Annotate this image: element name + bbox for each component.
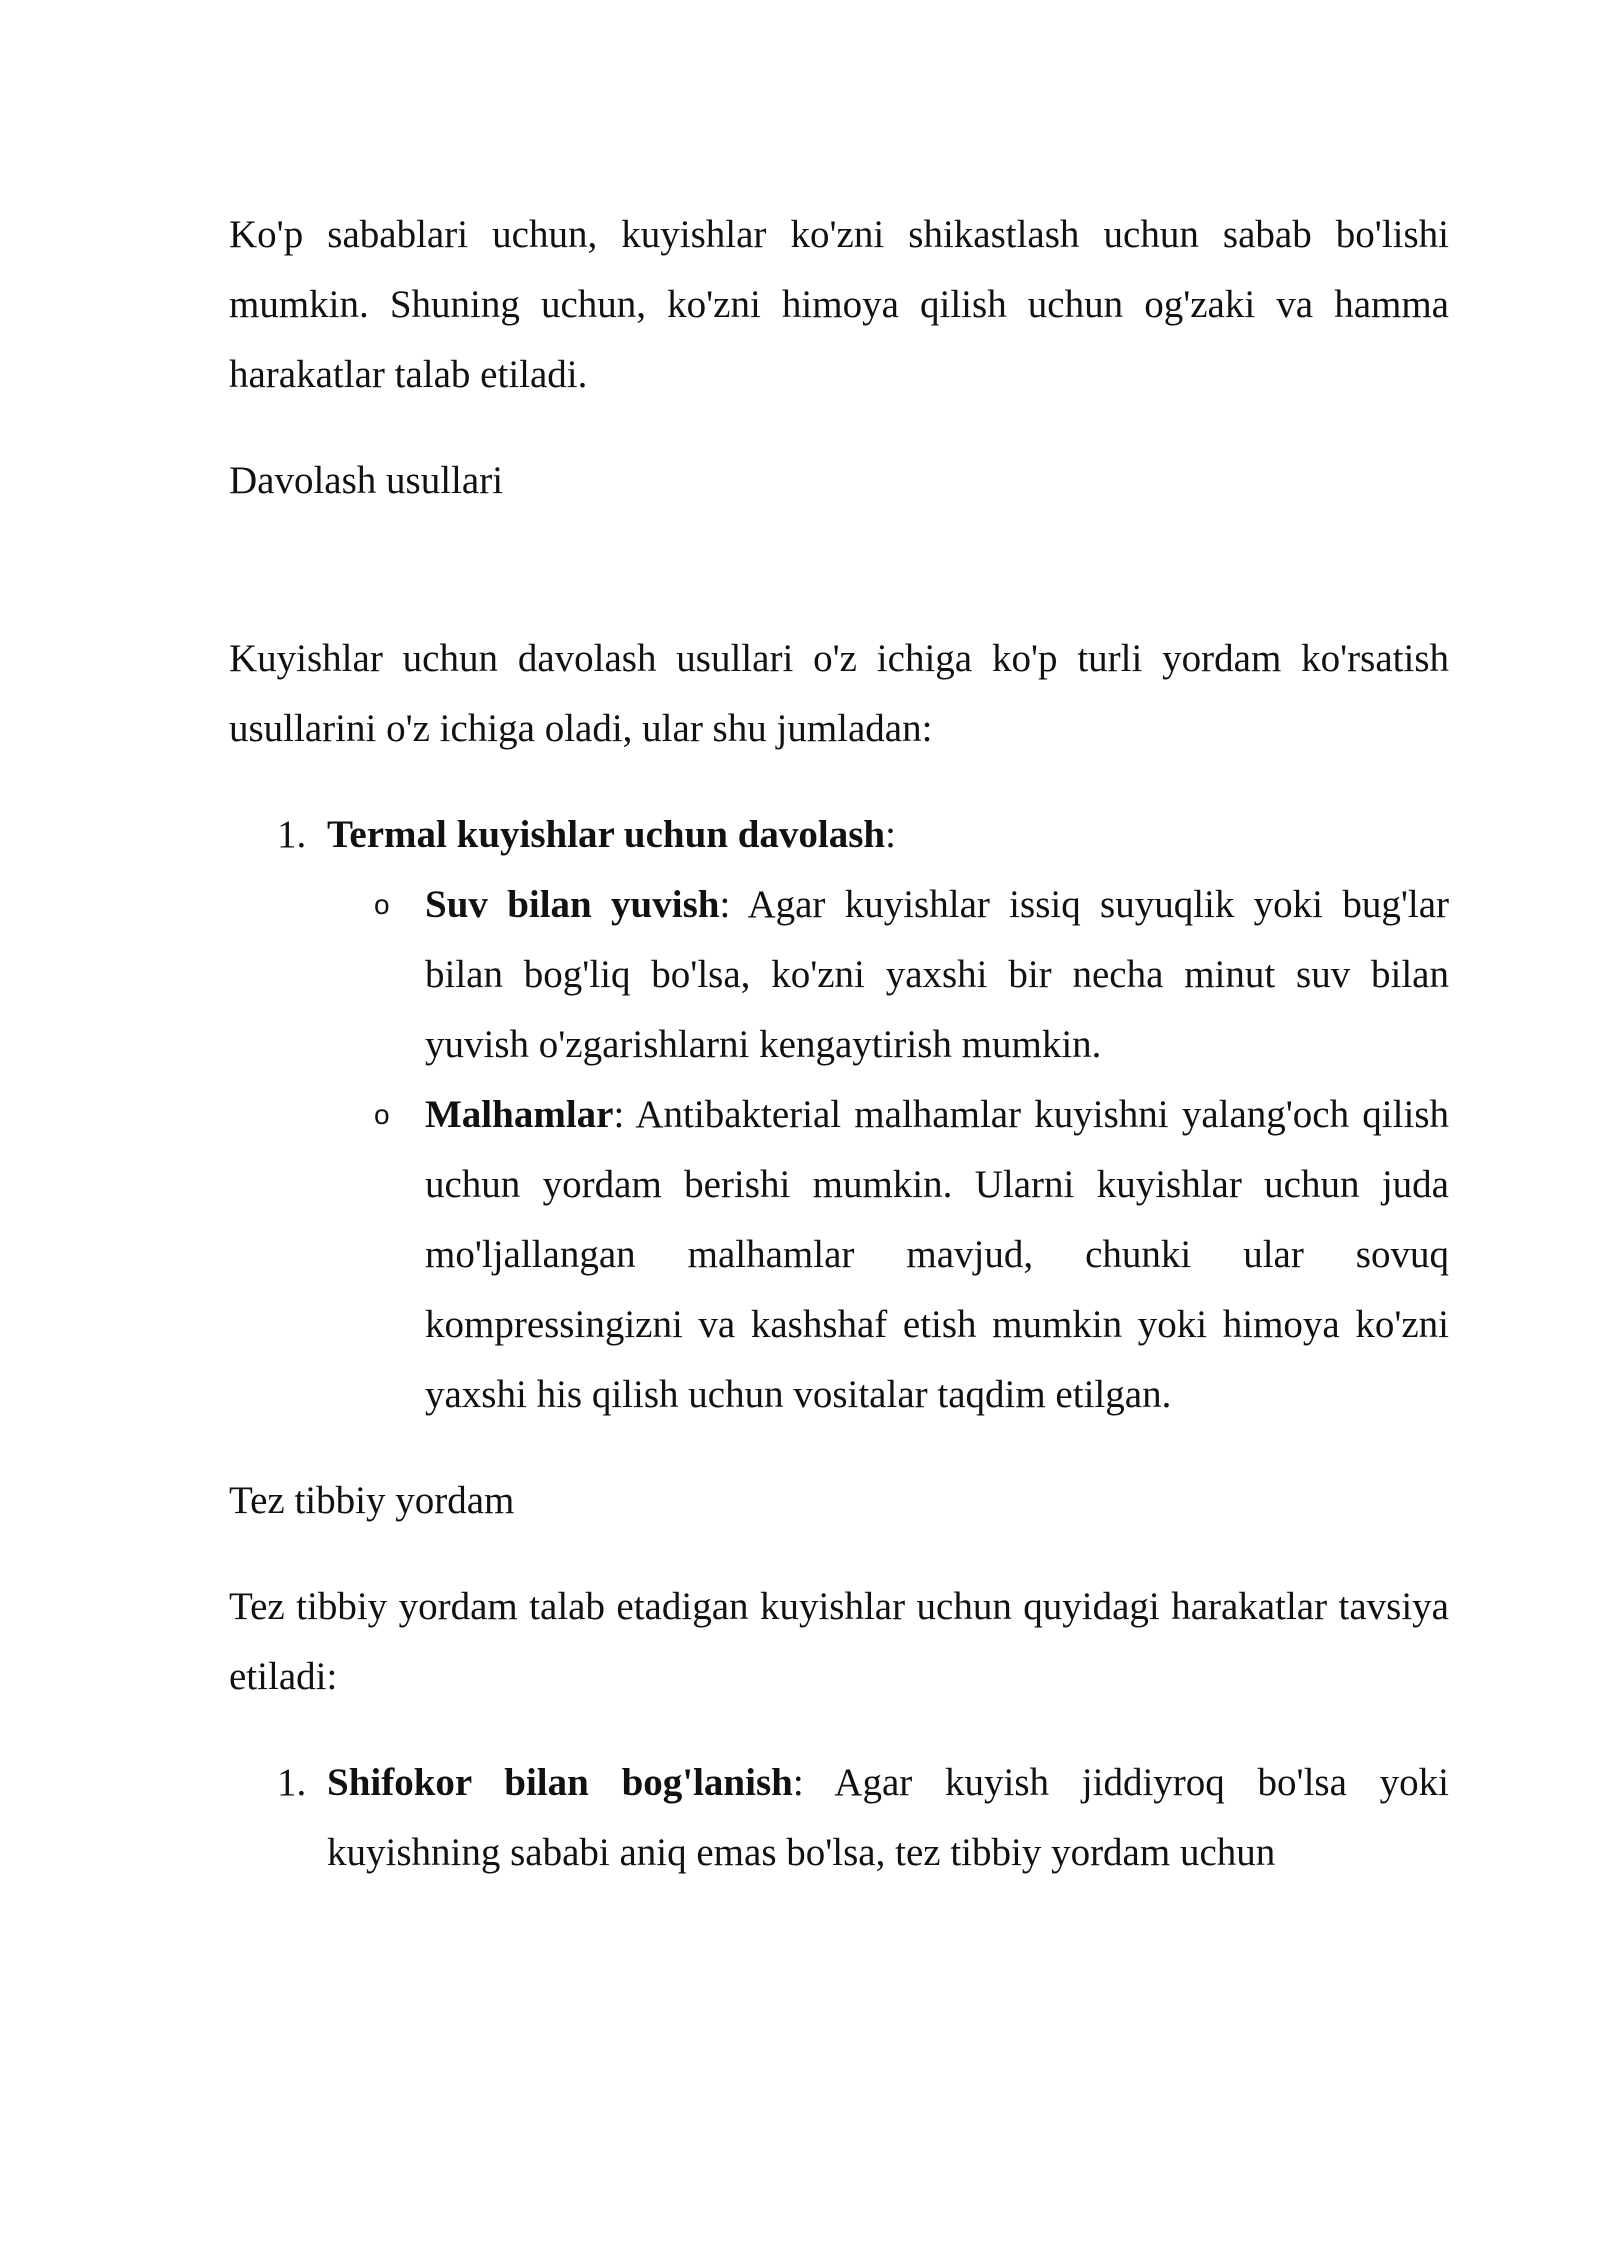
list-item <box>229 1748 1449 1888</box>
intro-paragraph: Ko'p sabablari uchun, kuyishlar ko'zni shikastlash uchun sabab bo'lishi mumkin. Shuning uchun, ko'zni himoya qilish uchun og'zaki va hamma harakatlar talab etiladi. <box>229 213 1449 396</box>
heading-treatment-methods: Davolash usullari <box>229 459 504 502</box>
sub-list-item <box>229 870 1449 1080</box>
sub-item-title: Suv bilan yuvish <box>425 883 720 926</box>
list-item-body <box>327 1748 1449 1888</box>
treatment-list <box>229 800 1449 1430</box>
list-item-title: Shifokor bilan bog'lanish <box>327 1761 793 1804</box>
emergency-list <box>229 1748 1449 1888</box>
sub-item-text: : Antibakterial malhamlar kuyishni yalang'och qilish uchun yordam berishi mumkin. Ularni kuyishlar uchun juda mo'ljallangan malhamlar mavjud, chunki ular sovuq kompressingizni va kashshaf etish mumkin yoki himoya ko'zni yaxshi his qilish uchun vositalar taqdim etilgan. <box>425 1093 1449 1416</box>
treatment-sub-list <box>229 870 1449 1430</box>
list-item <box>229 800 1449 870</box>
sub-list-item <box>229 1080 1449 1430</box>
bullet-marker: o <box>374 1099 390 1130</box>
list-item-heading <box>327 800 1449 870</box>
sub-list-wrapper <box>229 870 1449 1430</box>
treatment-intro-paragraph: Kuyishlar uchun davolash usullari o'z ichiga ko'p turli yordam ko'rsatish usullarini o'z ichiga oladi, ular shu jumladan: <box>229 637 1449 750</box>
emergency-intro-paragraph: Tez tibbiy yordam talab etadigan kuyishlar uchun quyidagi harakatlar tavsiya etiladi: <box>229 1585 1449 1698</box>
list-item-title: Termal kuyishlar uchun davolash <box>327 813 886 856</box>
sub-item-title: Malhamlar <box>425 1093 614 1136</box>
list-item-colon: : <box>885 813 896 856</box>
list-number: 1. <box>277 1761 307 1804</box>
list-item-text: : Agar kuyish jiddiyroq bo'lsa yoki kuyishning sababi aniq emas bo'lsa, tez tibbiy yordam uchun <box>327 1761 1449 1874</box>
document-page <box>229 200 1449 1888</box>
list-number: 1. <box>277 813 307 856</box>
sub-item-text: : Agar kuyishlar issiq suyuqlik yoki bug'lar bilan bog'liq bo'lsa, ko'zni yaxshi bir necha minut suv bilan yuvish o'zgarishlarni kengaytirish mumkin. <box>425 883 1449 1066</box>
bullet-marker: o <box>374 889 390 920</box>
heading-emergency-care: Tez tibbiy yordam <box>229 1479 515 1522</box>
